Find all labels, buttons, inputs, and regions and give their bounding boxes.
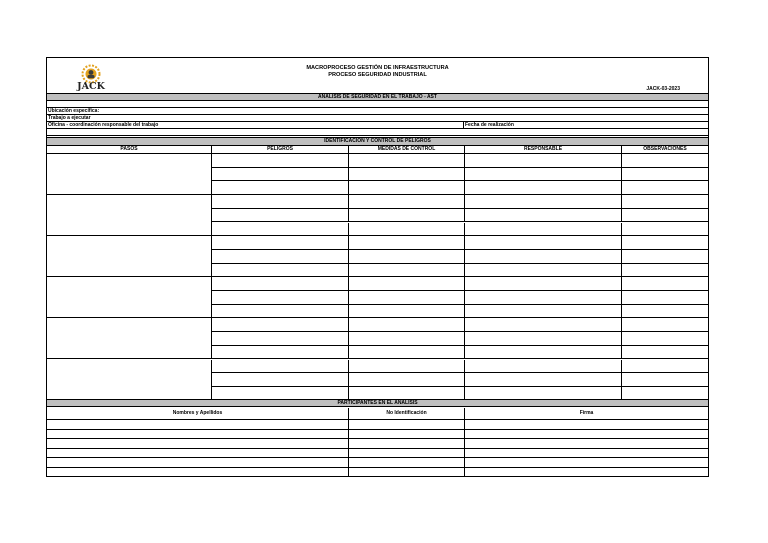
table-cell[interactable] <box>349 277 465 291</box>
step-cell[interactable] <box>47 318 212 359</box>
table-cell[interactable] <box>349 154 465 168</box>
ast-form-sheet <box>46 57 709 477</box>
table-cell[interactable] <box>622 264 708 278</box>
table-cell[interactable] <box>622 291 708 305</box>
spacer-row <box>47 129 708 136</box>
table-cell[interactable] <box>349 168 465 182</box>
ubicacion-field[interactable]: Ubicación específica: <box>47 108 708 115</box>
table-cell[interactable] <box>465 291 622 305</box>
oficina-field[interactable]: Oficina - coordinación responsable del trabajo <box>48 122 464 128</box>
table-cell[interactable] <box>212 305 349 319</box>
table-cell[interactable] <box>465 277 622 291</box>
table-cell[interactable] <box>622 318 708 332</box>
oficina-fecha-row <box>47 122 708 129</box>
participant-cell[interactable] <box>349 430 465 440</box>
table-cell[interactable] <box>465 360 622 374</box>
participant-cell[interactable] <box>465 468 708 478</box>
table-cell[interactable] <box>212 360 349 374</box>
table-cell[interactable] <box>212 291 349 305</box>
table-cell[interactable] <box>622 305 708 319</box>
participant-cell[interactable] <box>349 439 465 449</box>
col-header: OBSERVACIONES <box>622 146 708 154</box>
participant-cell[interactable] <box>465 439 708 449</box>
table-cell[interactable] <box>465 168 622 182</box>
table-cell[interactable] <box>465 195 622 209</box>
participant-cell[interactable] <box>465 449 708 459</box>
table-cell[interactable] <box>349 223 465 237</box>
table-cell[interactable] <box>212 168 349 182</box>
col-header: PASOS <box>47 146 212 154</box>
participant-cell[interactable] <box>349 468 465 478</box>
table-cell[interactable] <box>622 154 708 168</box>
table-cell[interactable] <box>212 373 349 387</box>
table-cell[interactable] <box>465 181 622 195</box>
title-line-2: PROCESO SEGURIDAD INDUSTRIAL <box>328 72 427 78</box>
participant-cell[interactable] <box>47 420 349 430</box>
table-cell[interactable] <box>212 209 349 223</box>
ast-title-band: ANALISIS DE SEGURIDAD EN EL TRABAJO - AST <box>47 93 708 101</box>
table-cell[interactable] <box>465 236 622 250</box>
table-cell[interactable] <box>622 223 708 237</box>
step-cell[interactable] <box>47 154 212 195</box>
col-header: MEDIDAS DE CONTROL <box>349 146 465 154</box>
title-line-1: MACROPROCESO GESTIÓN DE INFRAESTRUCTURA <box>306 65 449 71</box>
table-cell[interactable] <box>465 209 622 223</box>
participant-cell[interactable] <box>47 439 349 449</box>
table-cell[interactable] <box>465 305 622 319</box>
table-cell[interactable] <box>622 181 708 195</box>
table-cell[interactable] <box>212 318 349 332</box>
table-cell[interactable] <box>465 154 622 168</box>
table-cell[interactable] <box>212 277 349 291</box>
table-cell[interactable] <box>622 360 708 374</box>
participant-cell[interactable] <box>349 420 465 430</box>
step-cell[interactable] <box>47 277 212 318</box>
participant-cell[interactable] <box>465 458 708 468</box>
table-cell[interactable] <box>349 373 465 387</box>
table-cell[interactable] <box>349 346 465 360</box>
table-cell[interactable] <box>349 264 465 278</box>
table-cell[interactable] <box>622 346 708 360</box>
participant-cell[interactable] <box>465 430 708 440</box>
table-cell[interactable] <box>212 332 349 346</box>
fecha-field[interactable]: Fecha de realización <box>465 122 514 128</box>
table-cell[interactable] <box>622 195 708 209</box>
table-cell[interactable] <box>349 181 465 195</box>
table-cell[interactable] <box>465 264 622 278</box>
participant-cell[interactable] <box>465 420 708 430</box>
participant-cell[interactable] <box>47 449 349 459</box>
col-header: PELIGROS <box>212 146 349 154</box>
participant-col-header: No Identificación <box>349 408 465 420</box>
table-cell[interactable] <box>349 305 465 319</box>
participant-col-header: Nombres y Apellidos <box>47 408 349 420</box>
table-cell[interactable] <box>465 373 622 387</box>
table-cell[interactable] <box>622 209 708 223</box>
table-cell[interactable] <box>212 236 349 250</box>
participants-band: PARTICIPANTES EN EL ANÁLISIS <box>47 399 708 407</box>
table-cell[interactable] <box>212 195 349 209</box>
table-cell[interactable] <box>622 277 708 291</box>
participant-cell[interactable] <box>349 458 465 468</box>
table-cell[interactable] <box>465 346 622 360</box>
table-cell[interactable] <box>212 154 349 168</box>
table-cell[interactable] <box>622 250 708 264</box>
step-cell[interactable] <box>47 360 212 401</box>
table-cell[interactable] <box>465 223 622 237</box>
table-cell[interactable] <box>212 181 349 195</box>
peligros-band: IDENTIFICACION Y CONTROL DE PELIGROS <box>47 137 708 146</box>
participant-cell[interactable] <box>349 449 465 459</box>
trabajo-field[interactable]: Trabajo a ejecutar <box>47 115 708 122</box>
spacer-row <box>47 101 708 108</box>
participants-table <box>47 399 708 477</box>
step-cell[interactable] <box>47 195 212 236</box>
table-cell[interactable] <box>212 250 349 264</box>
table-cell[interactable] <box>349 236 465 250</box>
table-cell[interactable] <box>465 318 622 332</box>
table-cell[interactable] <box>622 373 708 387</box>
logo-text: JACK <box>77 81 105 91</box>
form-header <box>47 58 708 93</box>
table-cell[interactable] <box>349 291 465 305</box>
table-cell[interactable] <box>349 209 465 223</box>
hazard-table <box>47 146 708 399</box>
participant-col-header: Firma <box>465 408 708 420</box>
form-titles <box>47 65 708 79</box>
participant-cell[interactable] <box>47 430 349 440</box>
table-cell[interactable] <box>465 332 622 346</box>
table-cell[interactable] <box>349 360 465 374</box>
step-cell[interactable] <box>47 236 212 277</box>
form-code: JACK-03-2023 <box>646 86 680 92</box>
table-cell[interactable] <box>212 223 349 237</box>
table-cell[interactable] <box>622 332 708 346</box>
table-cell[interactable] <box>349 250 465 264</box>
table-cell[interactable] <box>622 168 708 182</box>
table-cell[interactable] <box>465 250 622 264</box>
table-cell[interactable] <box>349 318 465 332</box>
participant-cell[interactable] <box>47 468 349 478</box>
table-cell[interactable] <box>349 332 465 346</box>
table-cell[interactable] <box>622 236 708 250</box>
table-cell[interactable] <box>212 346 349 360</box>
participant-cell[interactable] <box>47 458 349 468</box>
table-cell[interactable] <box>349 195 465 209</box>
table-cell[interactable] <box>212 264 349 278</box>
col-header: RESPONSABLE <box>465 146 622 154</box>
